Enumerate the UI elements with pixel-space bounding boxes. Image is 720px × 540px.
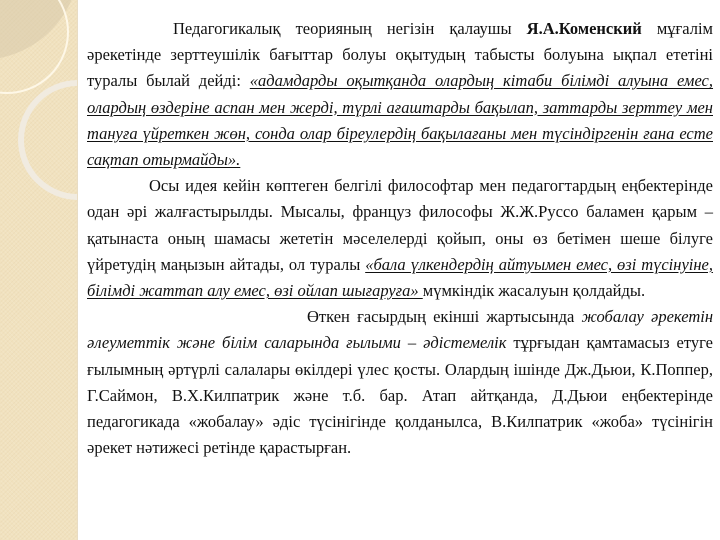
paragraph-text: мұғалім әрекетінде зерттеушілік бағыттар болуы оқытудың табысты болуына ықпал ететіні туралы былай дейді: — [87, 19, 714, 91]
paragraph-rousseau — [87, 173, 713, 304]
paragraph-text: Осы идея кейін көптеген белгілі философтар мен педагогтардың еңбектерінде одан әрі жалғастырылды. Мысалы, француз философы Ж.Ж.Руссо баламен қарым –қатынаста оның шамасы жететін мәселелерді қойып, оны өз бетімен шеше білуге үйретудің маңызын айтады, ол туралы — [87, 176, 713, 274]
paragraph-comenius — [87, 16, 713, 173]
decorative-circle — [0, 0, 69, 94]
author-name-comenius: Я.А.Коменский — [526, 19, 642, 38]
decorative-ring — [18, 80, 78, 200]
paragraph-text: мүмкіндік жасалуын қолдайды. — [422, 281, 646, 301]
quote-rousseau: «бала үлкендердің айтуымен емес, өзі түсінуіне, білімді жаттап алу емес, өзі ойлап шығаруға» — [87, 254, 713, 301]
quote-comenius: «адамдарды оқытқанда олардың кітаби білімді алуына емес, олардың өздеріне аспан мен жерді, түрлі ағаштарды бақылап, заттарды зерттеу мен тануға үйреткен жөн, сонда олар біреулердің бақылағаны мен түсіндіргенін ғана есте сақтап отырмайды». — [87, 71, 714, 170]
document-body — [87, 16, 713, 461]
paragraph-project-method — [87, 304, 713, 461]
paragraph-text: Өткен ғасырдың екінші жартысында — [307, 307, 582, 327]
decorative-side-strip — [0, 0, 78, 540]
paragraph-text: тұрғыдан қамтамасыз етуге ғылымның әртүрлі салалары өкілдері үлес қосты. Олардың ішінде Дж.Дьюи, К.Поппер, Г.Саймон, В.Х.Килпатрик және т.б. бар. Атап айтқанда, Д.Дьюи еңбектерінде педагогикада «жобалау» әдіс түсінігінде қолданылса, В.Килпатрик «жоба» түсінігін әрекет нәтижесі ретінде қарастырған. — [87, 333, 713, 458]
paragraph-text: Педагогикалық теорияның негізін қалаушы — [173, 19, 527, 38]
italic-phrase-project-activity: жобалау әрекетін әлеуметтік және білім саларында ғылыми – әдістемелік — [87, 307, 713, 353]
